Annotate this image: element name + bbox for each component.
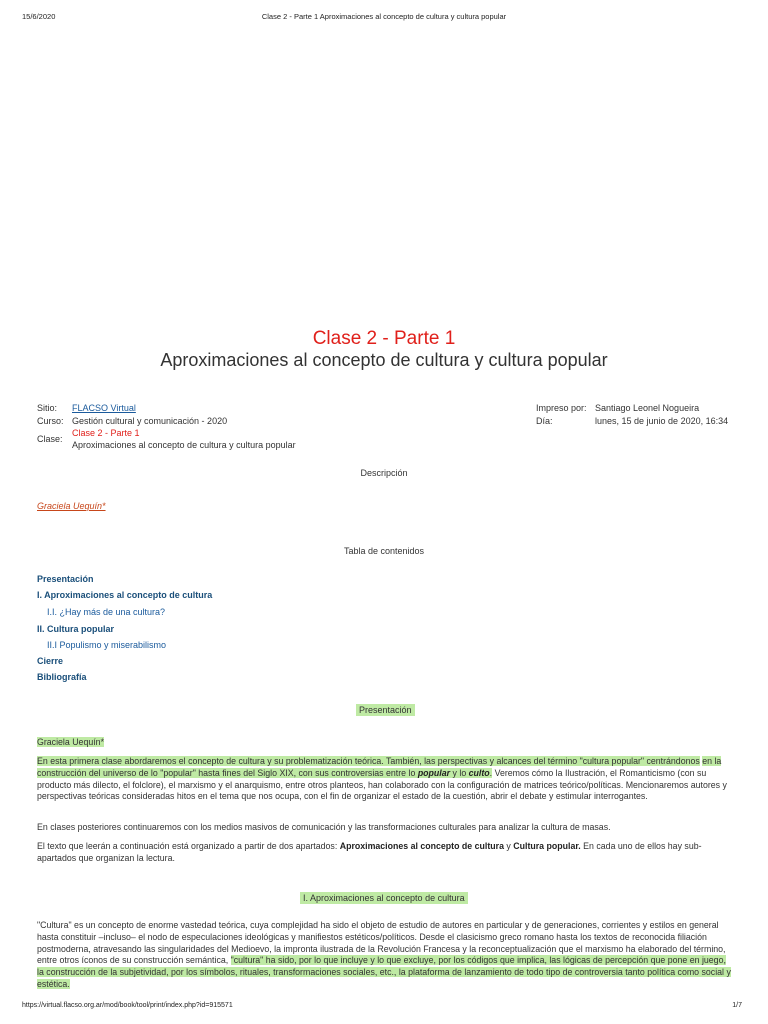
site-link[interactable] xyxy=(72,402,136,415)
section1-paragraph-1 xyxy=(37,920,731,991)
presentacion-author xyxy=(37,737,731,749)
author-link[interactable]: Graciela Uequín* xyxy=(37,501,106,511)
s1-plain: "Cultura" es un concepto de enorme vastedad teórica, cuya complejidad ha sido el objeto de estudio de autores en particular y de generaciones, corrientes y estilos en general hasta constituir –incluso– el nodo de especulaciones ideológicas y manifiestos estéticos/políticos. Desde el clasicismo greco romano hasta los textos de reconocida filiación postmoderna, atravesando las singularidades del Medioevo, la impronta ilustrada de la Revolución Francesa y la reconceptualización que el marxismo ha elaborado del término, entre otros íconos de su construcción semántica, xyxy=(37,920,726,966)
class-subtitle: Aproximaciones al concepto de cultura y cultura popular xyxy=(72,440,296,450)
presentacion-paragraph-3 xyxy=(37,841,731,865)
site-label: Sitio: xyxy=(37,403,58,413)
section-badge-presentacion: Presentación xyxy=(356,704,415,716)
toc-item-presentacion[interactable]: Presentación xyxy=(37,574,94,584)
printed-by-label: Impreso por: xyxy=(536,403,587,413)
class-label: Clase: xyxy=(37,434,63,444)
class-bold: Clase 2 xyxy=(72,428,103,438)
s1-highlight: "cultura" ha sido, por lo que incluye y lo que excluye, por los códigos que implica, las lógicas de percepción que pone en juego, la construcción de la subjetividad, por los símbolos, rituales, transformaciones sociales, etc., la plataforma de lanzamiento de todo tipo de controversia tanto política como social y estética. xyxy=(37,955,731,989)
p1-hl-b-text: en la construcción del universo de lo "popular" hasta fines del Siglo XIX, con sus controversias entre lo xyxy=(37,756,722,778)
page-title-part: Clase 2 - Parte 1 xyxy=(312,328,456,349)
toc-item-cultura-popular[interactable]: II. Cultura popular xyxy=(37,624,115,634)
p1-popular: popular xyxy=(417,767,451,778)
p3-bold-2: Cultura popular. xyxy=(513,841,581,851)
p3-a: El texto que leerán a continuación está organizado a partir de dos apartados: xyxy=(37,841,340,851)
printed-by-value: Santiago Leonel Nogueira xyxy=(595,403,700,413)
class-value xyxy=(72,427,140,440)
print-footer-page: 1/7 xyxy=(732,1002,742,1009)
course-label: Curso: xyxy=(37,416,64,426)
class-rest: - Parte 1 xyxy=(102,428,140,438)
section-badge-aproximaciones: I. Aproximaciones al concepto de cultura xyxy=(300,892,468,904)
toc-item-aproximaciones[interactable]: I. Aproximaciones al concepto de cultura xyxy=(37,590,213,600)
p3-c: y xyxy=(503,841,514,851)
p1-highlight-a: En esta primera clase abordaremos el concepto de cultura y su problematización teórica. También, las perspectivas y alcances del término "cultura popular" centrándonos xyxy=(37,756,700,766)
page-title: Aproximaciones al concepto de cultura y cultura popular xyxy=(160,350,608,370)
toc-heading: Tabla de contenidos xyxy=(343,546,425,556)
presentacion-author-text: Graciela Uequín* xyxy=(37,737,104,747)
description-heading: Descripción xyxy=(360,468,408,478)
course-value: Gestión cultural y comunicación - 2020 xyxy=(72,416,228,426)
p1-culto: culto xyxy=(468,767,490,778)
p1-dot: . xyxy=(489,767,493,778)
presentacion-paragraph-2: En clases posteriores continuaremos con los medios masivos de comunicación y las transformaciones culturales para analizar la cultura de masas. xyxy=(37,822,611,832)
site-link-text[interactable]: FLACSO Virtual xyxy=(72,403,136,413)
p1-rest: Veremos cómo la Ilustración, el Romanticismo (con su producto más dilecto, el folclore), el marxismo y el anarquismo, entre otros planteos, han colaborado con la configuración de matrices teórico/políticas. Mencionaremos autores y perspectivas teóricas consideradas hitos en el tema que nos ocupa, con el fin de organizar el estado de la cuestión, abrir el debate y estimular interrogantes. xyxy=(37,767,727,802)
p3-d: En cada uno de ellos hay sub-apartados que organizan la lectura. xyxy=(37,841,702,863)
print-footer-url: https://virtual.flacso.org.ar/mod/book/tool/print/index.php?id=915571 xyxy=(22,1002,233,1009)
presentacion-paragraph-1 xyxy=(37,756,731,803)
print-header-title: Clase 2 - Parte 1 Aproximaciones al concepto de cultura y cultura popular xyxy=(261,12,507,21)
p1-y: y lo xyxy=(450,767,469,778)
toc-item-hay-mas[interactable]: I.I. ¿Hay más de una cultura? xyxy=(47,607,166,617)
toc-item-cierre[interactable]: Cierre xyxy=(37,656,64,666)
toc-item-populismo[interactable]: II.I Populismo y miserabilismo xyxy=(47,640,167,650)
toc-item-bibliografia[interactable]: Bibliografía xyxy=(37,672,87,682)
day-label: Día: xyxy=(536,416,553,426)
p3-bold-1: Aproximaciones al concepto de cultura xyxy=(339,841,504,851)
print-date: 15/6/2020 xyxy=(22,12,56,21)
day-value: lunes, 15 de junio de 2020, 16:34 xyxy=(595,416,729,426)
